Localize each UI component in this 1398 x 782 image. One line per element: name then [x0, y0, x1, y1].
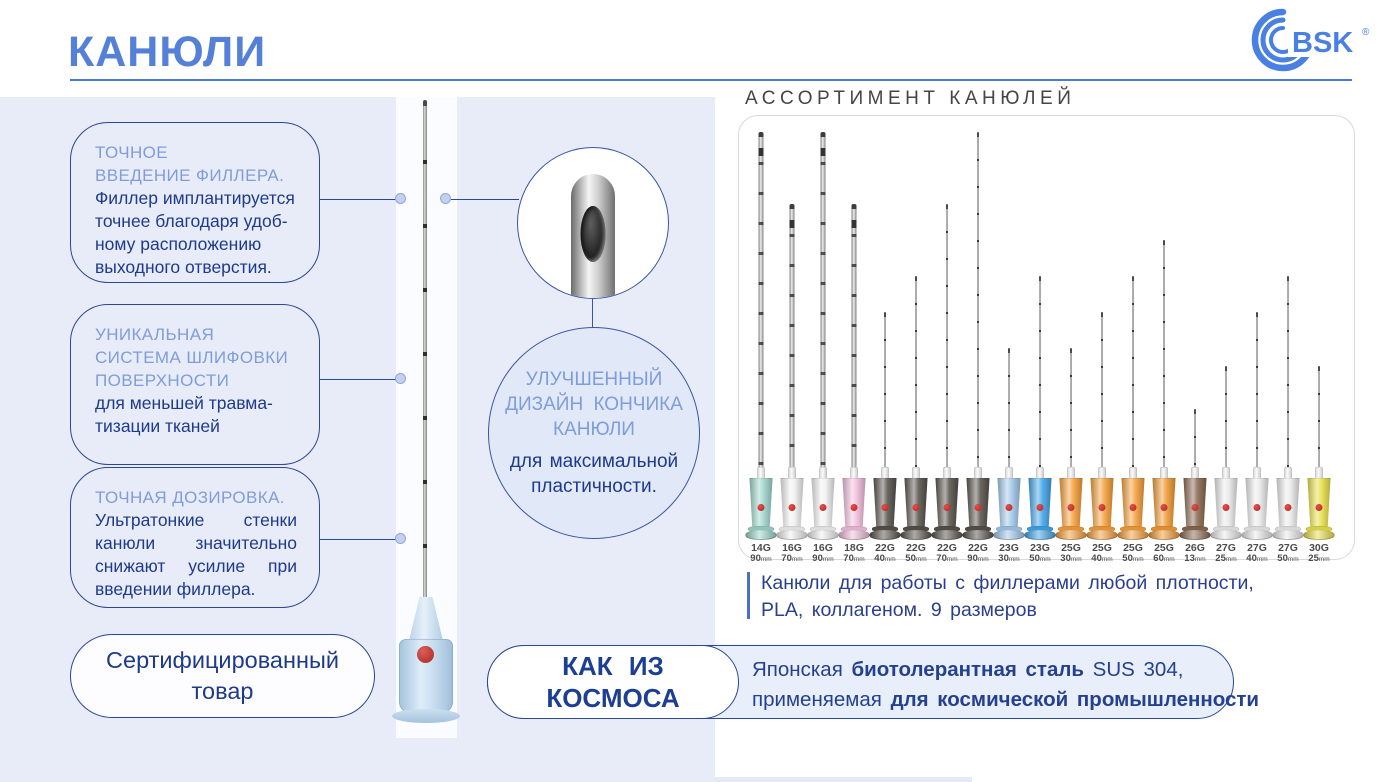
red-dot	[1099, 504, 1106, 511]
hub-body	[749, 478, 773, 528]
hub-flange	[1087, 530, 1118, 540]
cannula-gauge: 22G	[906, 542, 926, 554]
cannula-label	[775, 543, 809, 565]
cannula-gauge: 27G	[1247, 542, 1267, 554]
feature-heading: УНИКАЛЬНАЯ СИСТЕМА ШЛИФОВКИ ПОВЕРХНОСТИ	[95, 325, 289, 390]
cannula-unit: mm	[1256, 556, 1268, 563]
hub-flange	[746, 530, 777, 540]
steel-description-line1: Японская биотолерантная сталь SUS 304,	[752, 658, 1184, 681]
steel-description	[752, 655, 1259, 715]
hub-body	[904, 478, 928, 528]
red-dot	[913, 504, 920, 511]
cannula-unit: mm	[1070, 556, 1082, 563]
red-dot	[1285, 504, 1292, 511]
cannula-unit: mm	[791, 556, 803, 563]
hub-body	[1152, 478, 1176, 528]
cannula-side-port-hole	[581, 206, 606, 262]
red-dot	[1316, 504, 1323, 511]
logo-registered-mark: ®	[1362, 27, 1370, 38]
cannula-item	[1240, 116, 1274, 566]
red-dot	[851, 504, 858, 511]
hub-flange	[1025, 530, 1056, 540]
needle-shaft	[946, 204, 948, 468]
logo-text: BSK	[1292, 27, 1354, 59]
needle-shaft	[1225, 366, 1227, 468]
needle-shaft	[759, 132, 764, 468]
cannula-label	[961, 543, 995, 565]
hub-body	[1090, 478, 1114, 528]
callout-heading: УЛУЧШЕННЫЙ ДИЗАЙН КОНЧИКА КАНЮЛИ	[505, 369, 683, 440]
like-from-space-label: КАК ИЗ КОСМОСА	[546, 651, 680, 713]
bottom-accent-strip	[715, 777, 972, 782]
hub-body	[1028, 478, 1052, 528]
cannula-length: 90mm	[967, 553, 989, 564]
hub-flange	[1118, 530, 1149, 540]
red-dot	[1223, 504, 1230, 511]
hub-body	[1059, 478, 1083, 528]
hub-body	[873, 478, 897, 528]
cannula-label	[992, 543, 1026, 565]
red-dot	[1254, 504, 1261, 511]
cannula-item	[1023, 116, 1057, 566]
cannula-gauge: 16G	[782, 542, 802, 554]
cannula-gauge: 18G	[844, 542, 864, 554]
cannula-unit: mm	[1225, 556, 1237, 563]
cannula-gauge: 23G	[999, 542, 1019, 554]
cannula-label	[1302, 543, 1336, 565]
hub-body	[966, 478, 990, 528]
cannula-unit: mm	[1318, 556, 1330, 563]
cannula-item	[1116, 116, 1150, 566]
red-dot	[975, 504, 982, 511]
cannula-item	[961, 116, 995, 566]
cannula-gauge: 25G	[1092, 542, 1112, 554]
callout-body: для максимальной пластичности.	[509, 451, 679, 497]
needle-shaft	[1256, 312, 1258, 468]
needle-shaft	[1194, 409, 1196, 468]
cannula-length: 50mm	[1277, 553, 1299, 564]
cannula-item	[1085, 116, 1119, 566]
red-dot	[789, 504, 796, 511]
bsk-logo	[1250, 4, 1376, 78]
main-cannula-shaft	[423, 100, 427, 602]
cannula-unit: mm	[977, 556, 989, 563]
cannula-label	[1178, 543, 1212, 565]
needle-shaft	[977, 132, 979, 468]
cannula-item	[930, 116, 964, 566]
cannula-label	[806, 543, 840, 565]
cannula-label	[1054, 543, 1088, 565]
red-dot	[1006, 504, 1013, 511]
connector-dot	[395, 373, 406, 384]
connector-dot	[395, 193, 406, 204]
red-dot	[1161, 504, 1168, 511]
connector-line-1	[320, 199, 398, 200]
needle-shaft	[915, 276, 917, 468]
red-dot	[1192, 504, 1199, 511]
cannula-label	[1240, 543, 1274, 565]
certified-product-badge	[70, 634, 375, 718]
cannula-unit: mm	[822, 556, 834, 563]
cannula-gauge: 14G	[751, 542, 771, 554]
cannula-unit: mm	[1194, 556, 1206, 563]
like-from-space-badge	[487, 645, 739, 719]
cannula-length: 50mm	[905, 553, 927, 564]
cannula-label	[899, 543, 933, 565]
cannula-length: 30mm	[1060, 553, 1082, 564]
cannula-length: 60mm	[1153, 553, 1175, 564]
cannula-item	[1271, 116, 1305, 566]
red-dot	[882, 504, 889, 511]
hub-flange	[1273, 530, 1304, 540]
cannula-length: 25mm	[1215, 553, 1237, 564]
cannula-label	[1147, 543, 1181, 565]
red-dot	[1130, 504, 1137, 511]
cannula-item	[775, 116, 809, 566]
cannula-item	[1178, 116, 1212, 566]
tip-design-callout-circle	[488, 327, 700, 539]
cannula-length: 70mm	[936, 553, 958, 564]
cannula-unit: mm	[1132, 556, 1144, 563]
hub-flange	[808, 530, 839, 540]
cannula-unit: mm	[1101, 556, 1113, 563]
needle-shaft	[1101, 312, 1103, 468]
feature-box-precise-injection	[70, 122, 320, 283]
cannula-unit: mm	[760, 556, 772, 563]
hub-flange	[1149, 530, 1180, 540]
hub-body	[842, 478, 866, 528]
cannula-unit: mm	[1008, 556, 1020, 563]
hub-flange	[1304, 530, 1335, 540]
needle-shaft	[821, 132, 826, 468]
caption-accent-bar	[747, 572, 750, 619]
hub-body	[780, 478, 804, 528]
cannula-item	[868, 116, 902, 566]
hub-flange	[839, 530, 870, 540]
cannula-label	[837, 543, 871, 565]
needle-shaft	[1132, 276, 1134, 468]
hub-flange	[1242, 530, 1273, 540]
cannula-length: 40mm	[1091, 553, 1113, 564]
cannula-length: 90mm	[750, 553, 772, 564]
cannula-gauge: 27G	[1278, 542, 1298, 554]
hub-flange	[901, 530, 932, 540]
hub-body	[1183, 478, 1207, 528]
feature-heading: ТОЧНОЕ ВВЕДЕНИЕ ФИЛЛЕРА.	[95, 143, 285, 185]
cannula-unit: mm	[946, 556, 958, 563]
needle-shaft	[852, 204, 857, 468]
connector-line-3	[320, 539, 398, 540]
connector-dot	[395, 533, 406, 544]
cannula-length: 30mm	[998, 553, 1020, 564]
hub-flange	[777, 530, 808, 540]
hub-body	[1214, 478, 1238, 528]
assortment-title: АССОРТИМЕНТ КАНЮЛЕЙ	[745, 88, 1076, 109]
needle-shaft	[790, 204, 795, 468]
needle-shaft	[1287, 276, 1289, 468]
cannula-gauge: 30G	[1309, 542, 1329, 554]
main-cannula-hub-flange	[392, 709, 460, 723]
cannula-item	[899, 116, 933, 566]
cannula-unit: mm	[853, 556, 865, 563]
hub-body	[1121, 478, 1145, 528]
cannula-length: 50mm	[1029, 553, 1051, 564]
needle-shaft	[1070, 348, 1072, 468]
feature-body: Филлер имплантируется точнее благодаря удоб- ному расположению выходного отверстия.	[95, 188, 295, 277]
tip-magnifier-circle	[517, 147, 669, 299]
cannula-length: 25mm	[1308, 553, 1330, 564]
cannula-label	[1085, 543, 1119, 565]
connector-dot	[440, 193, 451, 204]
cannula-label	[1116, 543, 1150, 565]
hub-flange	[1180, 530, 1211, 540]
title-underline	[70, 79, 1352, 81]
red-dot	[758, 504, 765, 511]
cannula-unit: mm	[1287, 556, 1299, 563]
hub-body	[1307, 478, 1331, 528]
feature-box-precise-dosing	[70, 467, 320, 608]
cannula-length: 40mm	[1246, 553, 1268, 564]
cannula-length: 13mm	[1184, 553, 1206, 564]
cannula-length: 40mm	[874, 553, 896, 564]
certified-product-label: Сертифицированный товар	[106, 647, 339, 704]
connector-line-2	[320, 379, 398, 380]
cannula-unit: mm	[915, 556, 927, 563]
cannula-label	[930, 543, 964, 565]
cannula-item	[1054, 116, 1088, 566]
cannula-label	[868, 543, 902, 565]
cannula-label	[1209, 543, 1243, 565]
red-dot	[944, 504, 951, 511]
feature-body: Ультратонкие стенки канюли значительно снижают усилие при введении филлера.	[95, 510, 297, 599]
assortment-panel	[738, 115, 1355, 564]
red-dot	[1068, 504, 1075, 511]
cannula-item	[992, 116, 1026, 566]
assortment-caption: Канюли для работы с филлерами любой плотности, PLA, коллагеном. 9 размеров	[761, 572, 1254, 621]
cannula-item	[837, 116, 871, 566]
cannula-item	[806, 116, 840, 566]
connector-line-to-magnifier	[451, 199, 519, 200]
feature-body: для меньшей травма- тизации тканей	[95, 393, 273, 436]
hub-flange	[1211, 530, 1242, 540]
hub-flange	[994, 530, 1025, 540]
cannula-gauge: 27G	[1216, 542, 1236, 554]
hub-flange	[932, 530, 963, 540]
cannula-length: 70mm	[781, 553, 803, 564]
needle-shaft	[1039, 276, 1041, 468]
cannula-label	[744, 543, 778, 565]
magnifier-callout-connector	[592, 299, 593, 328]
hub-body	[1276, 478, 1300, 528]
cannula-gauge: 22G	[875, 542, 895, 554]
hub-flange	[963, 530, 994, 540]
steel-description-line2: применяемая для космической промышленности	[752, 688, 1260, 711]
cannula-gauge: 16G	[813, 542, 833, 554]
cannula-label	[1271, 543, 1305, 565]
cannula-label	[1023, 543, 1057, 565]
cannula-length: 90mm	[812, 553, 834, 564]
cannula-item	[744, 116, 778, 566]
cannula-gauge: 25G	[1061, 542, 1081, 554]
main-cannula-red-dot	[417, 646, 434, 663]
cannula-gauge: 23G	[1030, 542, 1050, 554]
page-title: КАНЮЛИ	[68, 28, 267, 76]
feature-heading: ТОЧНАЯ ДОЗИРОВКА.	[95, 488, 285, 507]
cannula-item	[1147, 116, 1181, 566]
needle-shaft	[1163, 240, 1165, 468]
cannula-gauge: 25G	[1123, 542, 1143, 554]
cannula-gauge: 22G	[937, 542, 957, 554]
needle-shaft	[1318, 366, 1320, 468]
hub-flange	[1056, 530, 1087, 540]
hub-body	[997, 478, 1021, 528]
red-dot	[1037, 504, 1044, 511]
cannula-gauge: 26G	[1185, 542, 1205, 554]
cannula-item	[1209, 116, 1243, 566]
cannula-gauge: 22G	[968, 542, 988, 554]
red-dot	[820, 504, 827, 511]
cannula-item	[1302, 116, 1336, 566]
hub-body	[811, 478, 835, 528]
cannula-gauge: 25G	[1154, 542, 1174, 554]
cannula-unit: mm	[1163, 556, 1175, 563]
feature-box-polishing-system	[70, 304, 320, 465]
needle-shaft	[1008, 348, 1010, 468]
hub-flange	[870, 530, 901, 540]
cannula-length: 70mm	[843, 553, 865, 564]
cannula-row	[739, 116, 1354, 564]
cannula-length: 50mm	[1122, 553, 1144, 564]
cannula-unit: mm	[1039, 556, 1051, 563]
hub-body	[935, 478, 959, 528]
cannula-unit: mm	[884, 556, 896, 563]
needle-shaft	[884, 312, 886, 468]
hub-body	[1245, 478, 1269, 528]
